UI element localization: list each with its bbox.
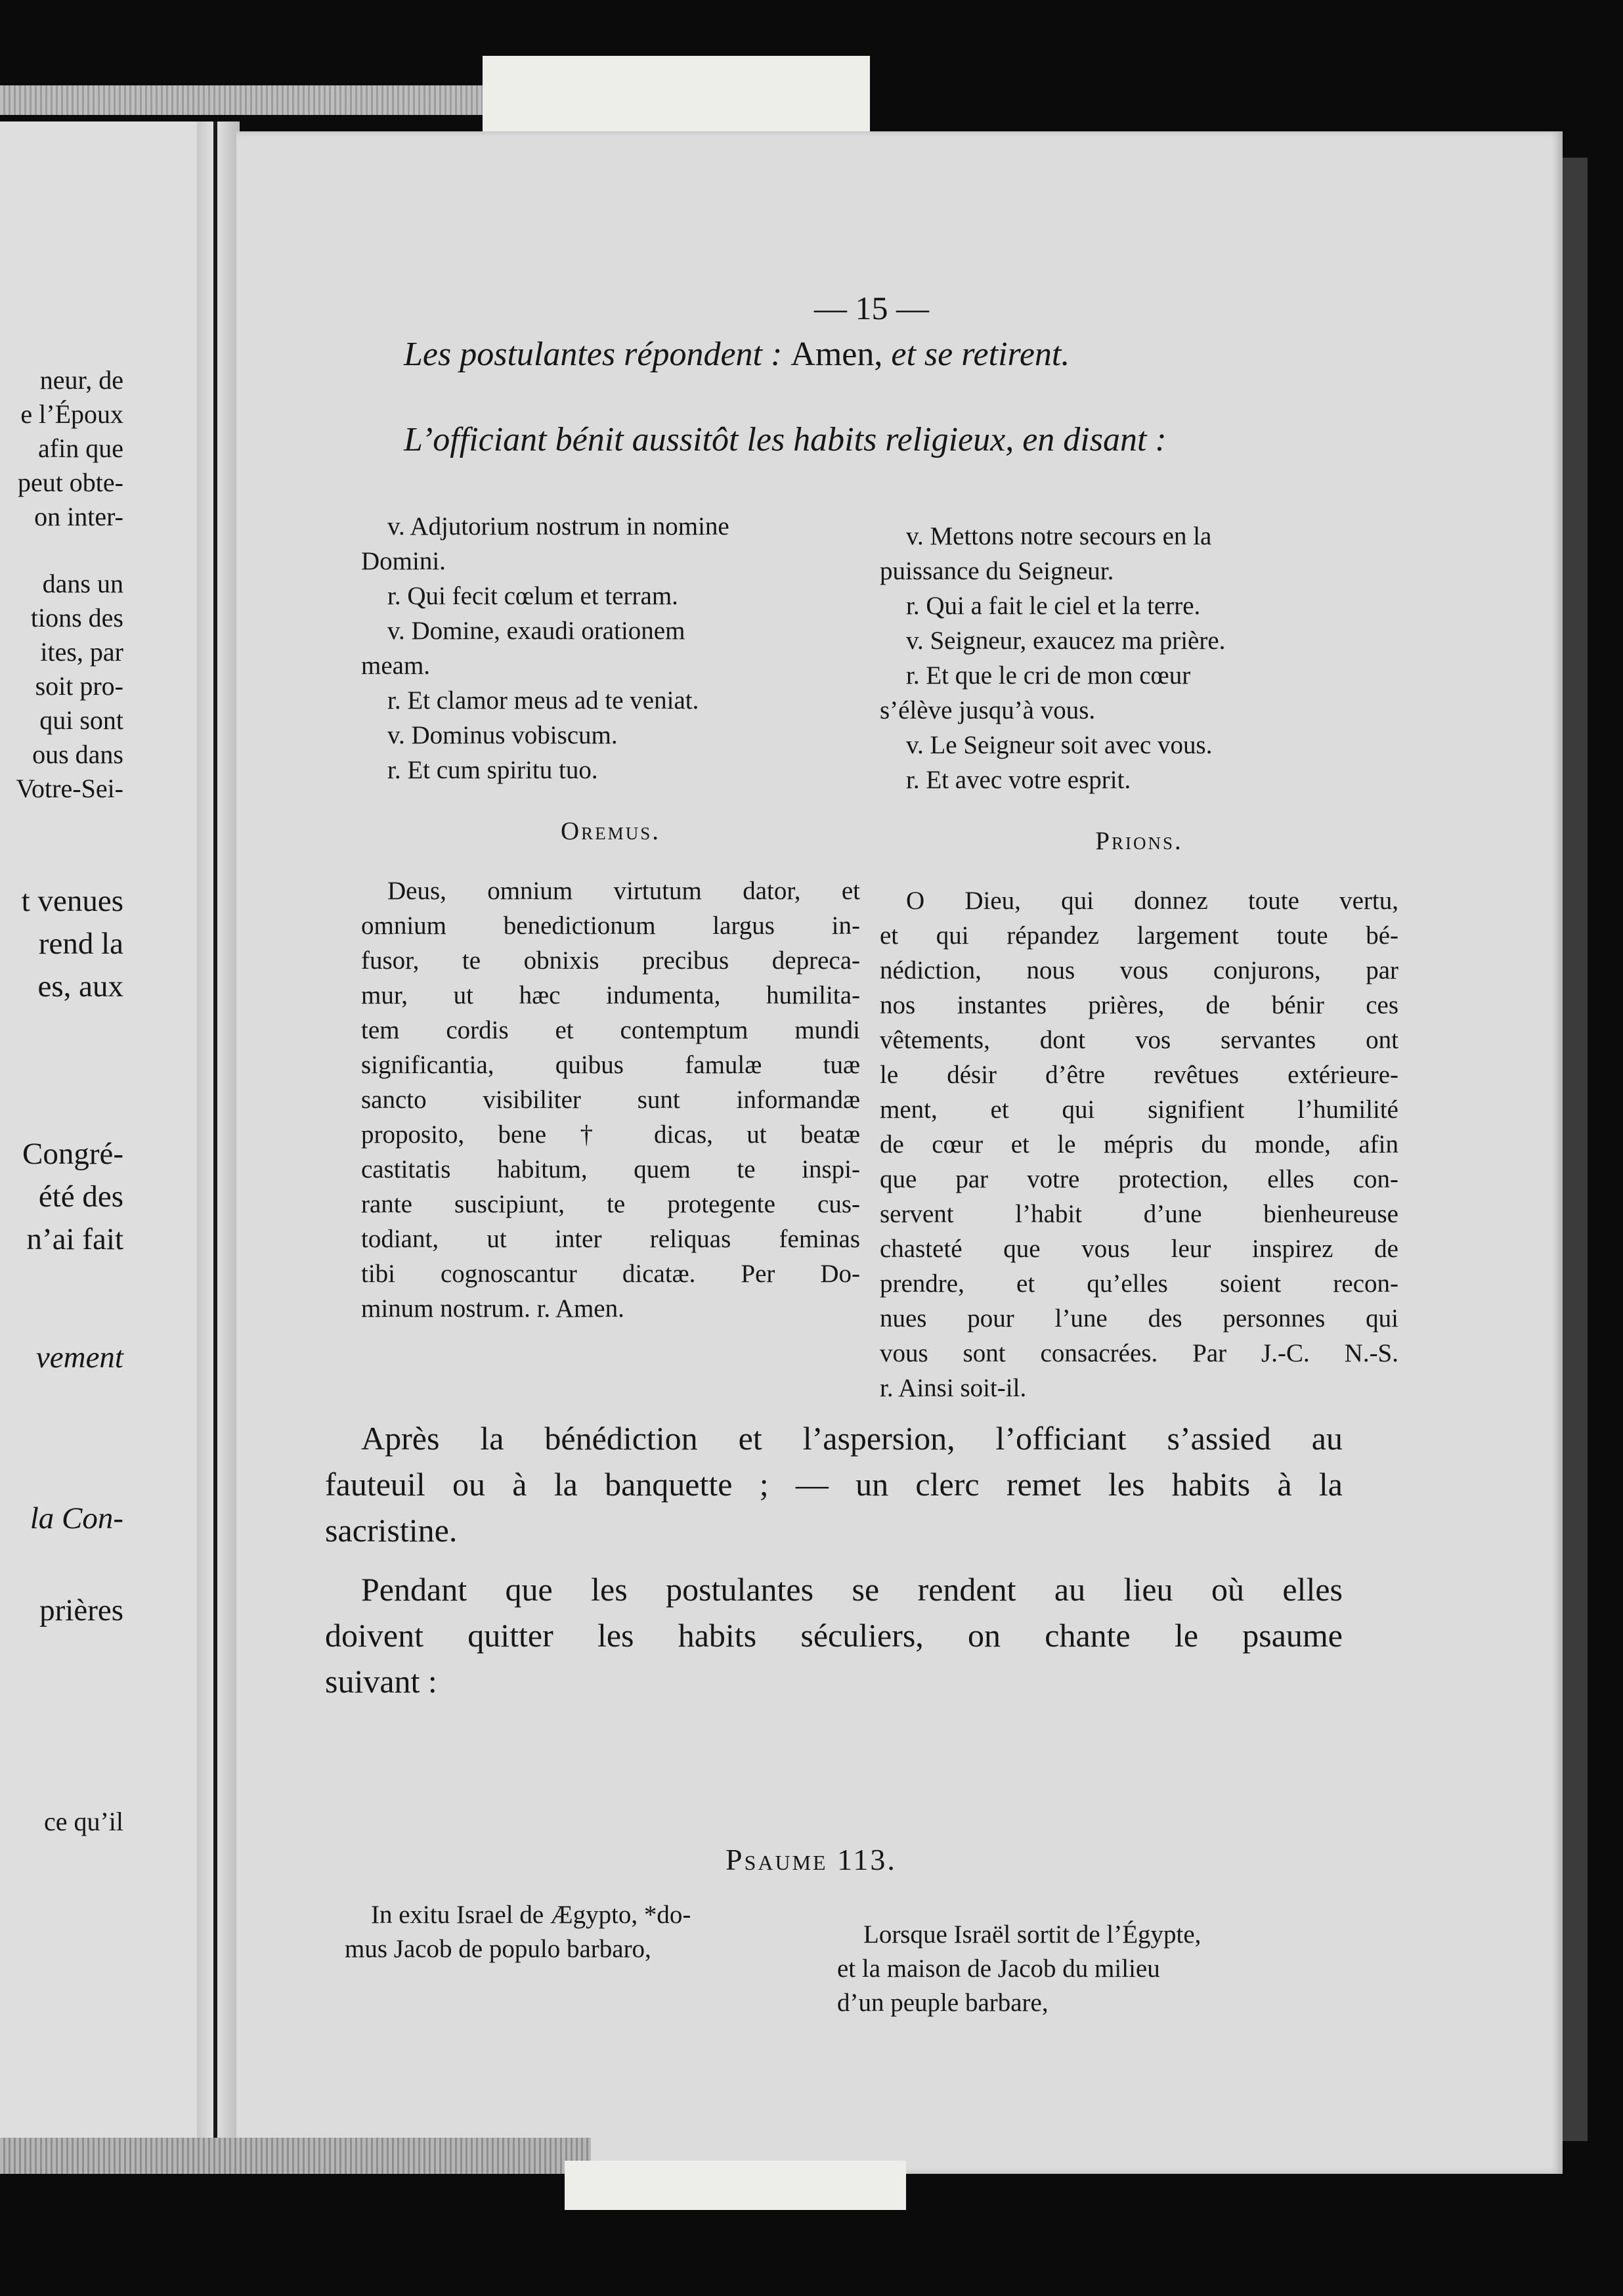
paragraph-benediction: [325, 1415, 1343, 1553]
prions-heading: Prions.: [1095, 827, 1183, 855]
left-fragment: e l’Époux: [20, 399, 123, 429]
paragraph-line: suivant :: [325, 1663, 437, 1700]
left-fragment: ce qu’il: [43, 1807, 123, 1836]
french-prayer-line: nédiction, nous vous conjurons, par: [880, 956, 1398, 984]
french-prayer-line: prendre, et qu’elles soient recon-: [880, 1269, 1398, 1298]
latin-prayer-line: proposito, bene † dicas, ut beatæ: [361, 1120, 860, 1149]
psalm-french: [837, 1918, 1336, 2020]
french-prayer-line: nos instantes prières, de bénir ces: [880, 991, 1398, 1019]
latin-versicle: Domini.: [361, 547, 446, 575]
latin-prayer-line: todiant, ut inter reliquas feminas: [361, 1225, 860, 1253]
left-fragment: Congré-: [22, 1137, 123, 1171]
left-fragment: prières: [39, 1593, 123, 1627]
french-versicle: v. Mettons notre secours en la: [906, 522, 1212, 550]
left-fragment: qui sont: [39, 705, 123, 735]
french-versicle: r. Et que le cri de mon cœur: [906, 661, 1191, 690]
french-prayer-line: chasteté que vous leur inspirez de: [880, 1235, 1398, 1263]
left-fragment: t venues: [21, 884, 123, 918]
latin-versicle: v. Adjutorium nostrum in nomine: [387, 512, 729, 541]
left-fragment: ites, par: [40, 637, 123, 667]
french-versicle: s’élève jusqu’à vous.: [880, 696, 1096, 724]
latin-versicle: r. Et cum spiritu tuo.: [387, 756, 598, 784]
french-prayer-line: que par votre protection, elles con-: [880, 1165, 1398, 1193]
gutter-fold: [213, 121, 217, 2144]
page-edge: [1563, 158, 1588, 2141]
latin-prayer-line: mur, ut hæc indumenta, humilita-: [361, 981, 860, 1009]
latin-prayer-line: fusor, te obnixis precibus depreca-: [361, 946, 860, 975]
latin-versicle: r. Qui fecit cœlum et terram.: [387, 582, 678, 610]
latin-prayer-line: rante suscipiunt, te protegente cus-: [361, 1190, 860, 1218]
french-prayer-line: et qui répandez largement toute bé-: [880, 921, 1398, 950]
latin-prayer-line: minum nostrum. r. Amen.: [361, 1294, 624, 1323]
french-versicle: r. Et avec votre esprit.: [906, 766, 1131, 794]
binding-strip-top: [0, 85, 512, 115]
french-prayer-line: r. Ainsi soit-il.: [880, 1374, 1027, 1402]
paragraph-line: sacristine.: [325, 1512, 458, 1549]
paragraph-line: Après la bénédiction et l’aspersion, l’officiant s’assied au: [361, 1420, 1343, 1457]
latin-versicle: v. Dominus vobiscum.: [387, 721, 618, 749]
french-prayer-line: O Dieu, qui donnez toute vertu,: [906, 887, 1398, 915]
latin-prayer-line: castitatis habitum, quem te inspi-: [361, 1155, 860, 1183]
french-versicle: r. Qui a fait le ciel et la terre.: [906, 592, 1201, 620]
latin-versicle: r. Et clamor meus ad te veniat.: [387, 686, 699, 715]
left-fragment: es, aux: [37, 969, 123, 1004]
french-prayer-line: le désir d’être revêtues extérieure-: [880, 1061, 1398, 1089]
left-fragment: on inter-: [34, 502, 123, 531]
psalm-title: Psaume 113.: [725, 1843, 897, 1876]
french-column: [880, 519, 1398, 1405]
left-fragment: dans un: [42, 569, 123, 598]
latin-prayer-line: omnium benedictionum largus in-: [361, 912, 860, 940]
left-page: [0, 121, 197, 2144]
latin-column: [361, 509, 860, 1326]
left-fragment: peut obte-: [17, 468, 123, 497]
french-versicle: v. Le Seigneur soit avec vous.: [906, 731, 1213, 759]
rubric-officiant: L’officiant bénit aussitôt les habits religieux, en disant :: [404, 421, 1167, 458]
oremus-heading: Oremus.: [561, 817, 660, 845]
left-fragment: été des: [38, 1180, 123, 1214]
latin-prayer-line: tem cordis et contemptum mundi: [361, 1016, 860, 1044]
latin-versicle: v. Domine, exaudi orationem: [387, 617, 685, 645]
paragraph-line: Pendant que les postulantes se rendent au lieu où elles: [361, 1571, 1343, 1608]
left-fragment: soit pro-: [35, 671, 123, 701]
french-prayer-line: vous sont consacrées. Par J.-C. N.-S.: [880, 1339, 1398, 1367]
left-fragment: ous dans: [32, 740, 123, 769]
paragraph-pendant: [325, 1566, 1343, 1704]
left-fragment: vement: [35, 1340, 123, 1375]
latin-prayer-line: Deus, omnium virtutum dator, et: [387, 877, 860, 905]
tape-bottom: [565, 2161, 906, 2210]
left-fragment: n’ai fait: [26, 1222, 123, 1256]
right-page: [236, 131, 1563, 2174]
binding-strip-bottom: [0, 2138, 591, 2174]
psalm-french-line: Lorsque Israël sortit de l’Égypte,: [863, 1920, 1201, 1949]
latin-versicle: meam.: [361, 651, 431, 680]
book-gutter: [197, 121, 240, 2144]
left-fragment: neur, de: [39, 365, 123, 395]
french-prayer-line: nues pour l’une des personnes qui: [880, 1304, 1398, 1333]
paragraph-line: fauteuil ou à la banquette ; — un clerc remet les habits à la: [325, 1466, 1343, 1503]
french-versicle: puissance du Seigneur.: [880, 557, 1114, 585]
french-versicle: v. Seigneur, exaucez ma prière.: [906, 627, 1226, 655]
page-number: — 15 —: [814, 290, 929, 326]
psalm-french-line: d’un peuple barbare,: [837, 1989, 1049, 2017]
left-fragment: Votre-Sei-: [16, 774, 123, 803]
left-fragment: afin que: [38, 433, 123, 463]
psalm-latin-line: In exitu Israel de Ægypto, *do-: [371, 1901, 691, 1929]
left-fragment: rend la: [38, 927, 123, 961]
latin-prayer-line: tibi cognoscantur dicatæ. Per Do-: [361, 1260, 860, 1288]
rubric-roman: Amen,: [790, 336, 883, 373]
french-prayer-line: ment, et qui signifient l’humilité: [880, 1095, 1398, 1124]
psalm-latin-line: mus Jacob de populo barbaro,: [345, 1935, 651, 1963]
french-prayer-line: de cœur et le mépris du monde, afin: [880, 1130, 1398, 1159]
paragraph-line: doivent quitter les habits séculiers, on chante le psaume: [325, 1617, 1343, 1654]
rubric-italic-b: et se retirent.: [891, 336, 1070, 373]
tape-top: [483, 56, 870, 135]
french-prayer-line: servent l’habit d’une bienheureuse: [880, 1200, 1398, 1228]
psalm-latin: [345, 1898, 817, 1966]
latin-prayer-line: sancto visibiliter sunt informandæ: [361, 1086, 860, 1114]
left-fragment: tions des: [30, 603, 123, 632]
latin-prayer-line: significantia, quibus famulæ tuæ: [361, 1051, 860, 1079]
psalm-french-line: et la maison de Jacob du milieu: [837, 1954, 1160, 1983]
rubric-italic-a: Les postulantes répondent :: [404, 336, 783, 373]
french-prayer-line: vêtements, dont vos servantes ont: [880, 1026, 1398, 1054]
left-fragment: la Con-: [30, 1501, 123, 1535]
rubric-postulantes: [404, 335, 1070, 374]
